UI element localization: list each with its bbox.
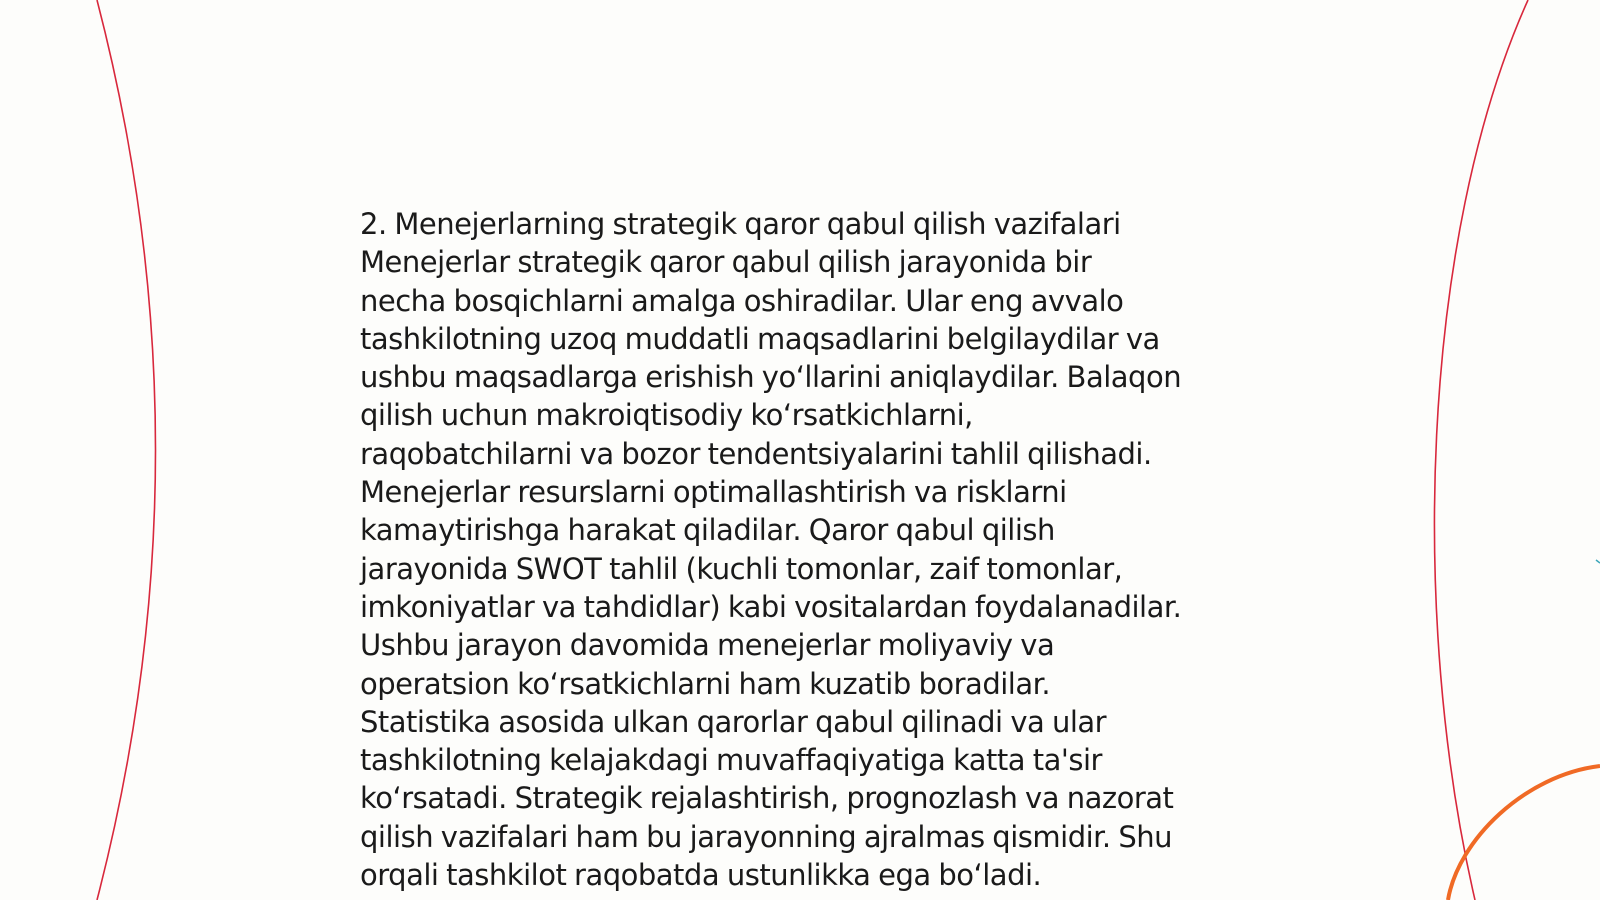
text-line: Statistika asosida ulkan qarorlar qabul qilinadi va ular — [360, 704, 1107, 739]
left-red-arc — [97, 0, 156, 900]
text-line: imkoniyatlar va tahdidlar) kabi vositalardan foydalanadilar. — [360, 589, 1182, 624]
teal-tick — [1596, 560, 1600, 563]
text-line: ko‘rsatadi. Strategik rejalashtirish, prognozlash va nazorat — [360, 781, 1174, 816]
text-line: raqobatchilarni va bozor tendentsiyalarini tahlil qilishadi. — [360, 436, 1152, 471]
text-line: jarayonida SWOT tahlil (kuchli tomonlar, zaif tomonlar, — [360, 551, 1123, 586]
text-line: Menejerlar resurslarni optimallashtirish va risklarni — [360, 475, 1067, 510]
text-line-heading: 2. Menejerlarning strategik qaror qabul qilish vazifalari — [360, 207, 1121, 241]
text-line: Menejerlar strategik qaror qabul qilish jarayonida bir — [360, 245, 1092, 280]
text-line: necha bosqichlarni amalga oshiradilar. Ular eng avvalo — [360, 283, 1124, 318]
text-line: tashkilotning uzoq muddatli maqsadlarini belgilaydilar va — [360, 321, 1160, 356]
slide-body-text — [360, 205, 1260, 894]
text-line: orqali tashkilot raqobatda ustunlikka ega bo‘ladi. — [360, 858, 1042, 893]
text-line: Ushbu jarayon davomida menejerlar moliyaviy va — [360, 628, 1055, 663]
text-line: qilish uchun makroiqtisodiy ko‘rsatkichlarni, — [360, 398, 973, 433]
text-line: ushbu maqsadlarga erishish yo‘llarini aniqlaydilar. Balaqon — [360, 360, 1182, 395]
text-line: kamaytirishga harakat qiladilar. Qaror qabul qilish — [360, 513, 1055, 548]
right-red-arc — [1434, 0, 1528, 900]
text-line: operatsion ko‘rsatkichlarni ham kuzatib boradilar. — [360, 666, 1051, 701]
text-line: tashkilotning kelajakdagi muvaffaqiyatiga katta ta'sir — [360, 743, 1102, 778]
text-line: qilish vazifalari ham bu jarayonning ajralmas qismidir. Shu — [360, 819, 1173, 854]
